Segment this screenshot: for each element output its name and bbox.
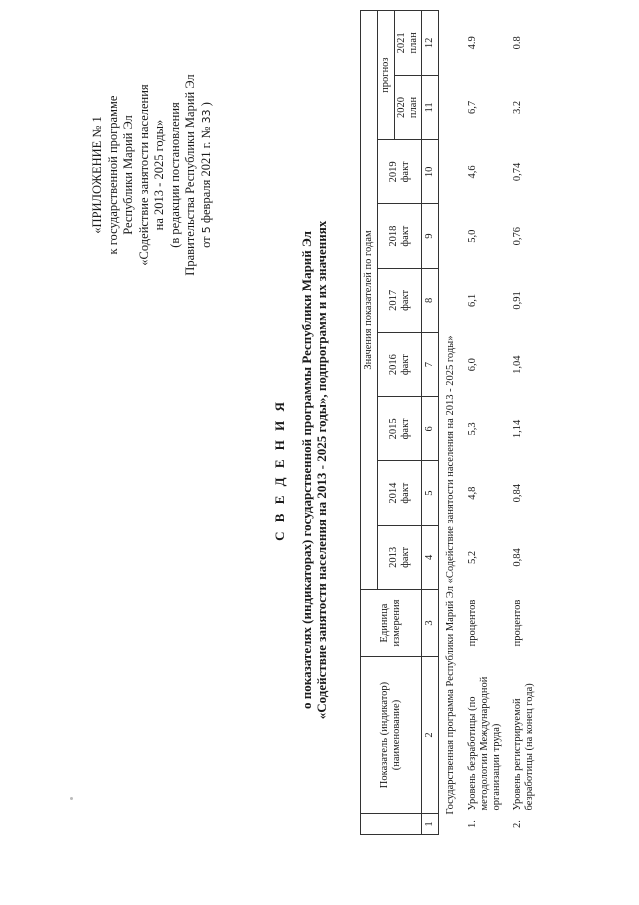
column-index: 3	[422, 590, 439, 657]
column-index: 4	[422, 525, 439, 589]
appendix-line: «ПРИЛОЖЕНИЕ № 1	[90, 116, 104, 234]
header-year: 2014 факт	[378, 461, 422, 525]
row-value: 3.2	[512, 100, 523, 115]
date-day-handwritten: 5	[199, 226, 213, 234]
row-value: 1,04	[512, 355, 523, 374]
row-value: 4.9	[467, 36, 478, 50]
row-value: 5,3	[467, 422, 478, 436]
row-number: 1.	[467, 820, 478, 828]
table-row	[459, 11, 504, 835]
row-value: 5,2	[467, 550, 478, 564]
row-value: 0,91	[512, 291, 523, 310]
date-prefix: от	[198, 236, 213, 248]
row-value: 6,1	[467, 293, 478, 307]
table-row	[504, 11, 537, 835]
header-year: 2019 факт	[378, 140, 422, 204]
row-value: 5,0	[467, 229, 478, 243]
column-index: 10	[422, 140, 439, 204]
row-unit: процентов	[512, 599, 523, 647]
header-indicator-name: Показатель (индикатор) (наименование)	[361, 657, 422, 814]
column-index: 1	[422, 814, 439, 835]
section-heading: Государственная программа Республики Марий Эл «Содействие занятости населения на 2013 - 2025 годы»	[445, 335, 456, 815]
column-index: 12	[422, 11, 439, 76]
appendix-date-line	[199, 45, 215, 305]
row-value: 6,7	[467, 100, 478, 115]
row-indicator-name: Уровень регистрируемой безработицы (на конец года)	[512, 683, 535, 811]
column-index: 11	[422, 75, 439, 140]
header-year: 2018 факт	[378, 204, 422, 268]
title-line: о показателях (индикаторах) государственной программы Республики Марий Эл	[299, 231, 314, 709]
row-value: 1,14	[512, 419, 523, 439]
appendix-line: (в редакции постановления	[167, 102, 182, 248]
header-year: 2016 факт	[378, 333, 422, 397]
row-value: 0,84	[512, 483, 523, 503]
row-value: 0.8	[512, 36, 523, 50]
column-index: 9	[422, 204, 439, 268]
title-line: «Содействие занятости населения на 2013 - 2025 годы», подпрограмм и их значениях	[314, 220, 329, 720]
indicators-table	[360, 10, 537, 835]
appendix-header	[90, 45, 214, 305]
column-index: 2	[422, 657, 439, 814]
row-value: 0,76	[512, 226, 523, 246]
appendix-line: Республики Марий Эл	[121, 115, 135, 235]
date-suffix: )	[198, 102, 213, 107]
column-index: 5	[422, 461, 439, 525]
header-year: 2021 план	[395, 11, 422, 76]
header-unit: Единица измерения	[361, 590, 422, 657]
document-title	[272, 185, 329, 755]
header-year: 2013 факт	[378, 525, 422, 589]
column-index: 8	[422, 268, 439, 332]
row-value: 0,74	[512, 162, 523, 182]
header-num	[361, 814, 422, 835]
appendix-line: на 2013 - 2025 годы»	[152, 119, 166, 231]
column-index: 7	[422, 333, 439, 397]
row-number: 2.	[512, 820, 523, 828]
row-indicator-name: Уровень безработицы (по методологии Международной организации труда)	[467, 676, 502, 811]
header-year: 2017 факт	[378, 268, 422, 332]
header-values-by-year: Значения показателей по годам	[361, 11, 378, 590]
row-value: 6,0	[467, 358, 478, 372]
date-mid: февраля 2021 г. №	[198, 126, 213, 224]
header-year: 2015 факт	[378, 397, 422, 461]
appendix-line: «Содействие занятости населения	[136, 84, 151, 266]
appendix-line: Правительства Республики Марий Эл	[183, 74, 197, 276]
row-value: 4,6	[467, 165, 478, 179]
column-index: 6	[422, 397, 439, 461]
row-unit: процентов	[467, 599, 478, 647]
title-heading: С В Е Д Е Н И Я	[272, 399, 287, 541]
header-year: 2020 план	[395, 75, 422, 140]
row-value: 4,8	[467, 486, 478, 500]
appendix-line: к государственной программе	[105, 95, 120, 255]
header-forecast: прогноз	[378, 11, 395, 140]
decree-number-handwritten: 33	[199, 109, 213, 124]
row-value: 0,84	[512, 548, 523, 567]
